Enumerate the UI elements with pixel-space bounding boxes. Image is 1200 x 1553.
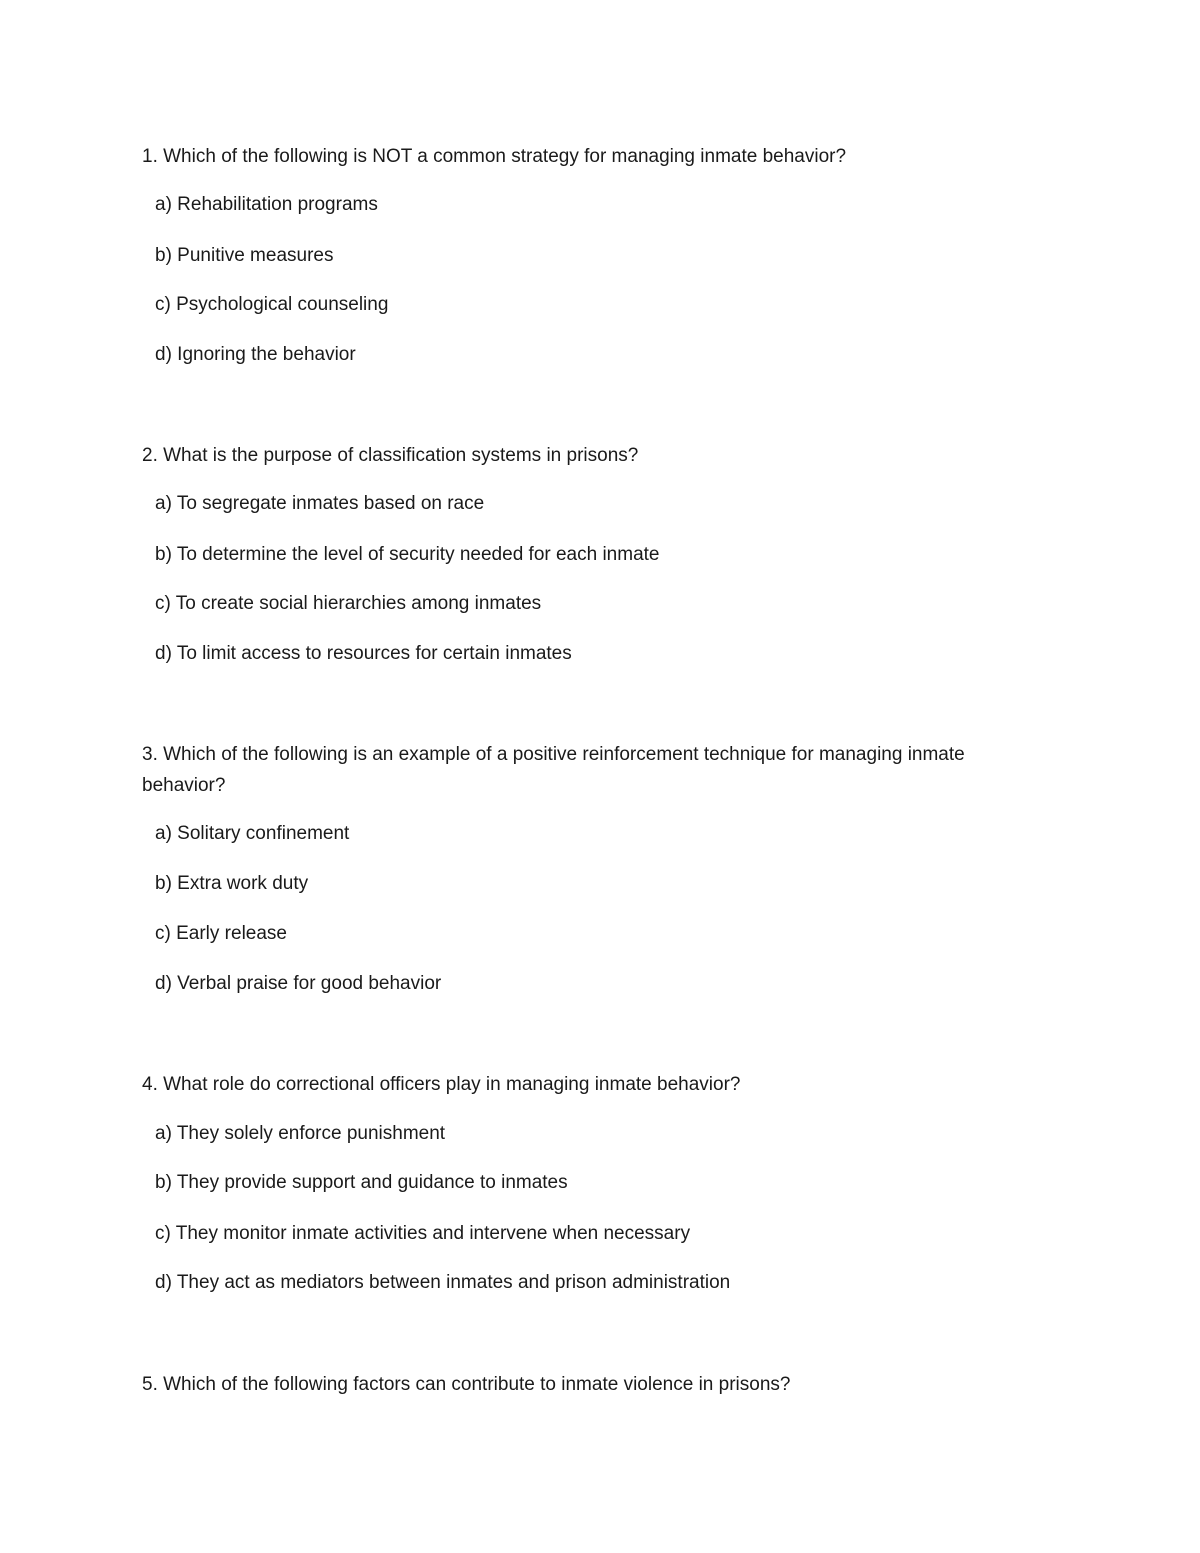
option-2b: b) To determine the level of security needed for each inmate bbox=[155, 544, 660, 565]
option-2c: c) To create social hierarchies among inmates bbox=[155, 593, 542, 614]
option-1c: c) Psychological counseling bbox=[155, 294, 389, 315]
option-4d: d) They act as mediators between inmates and prison administration bbox=[155, 1272, 731, 1293]
question-text-3: 3. Which of the following is an example of a positive reinforcement technique for managing inmate behavior? bbox=[142, 744, 965, 796]
option-2d: d) To limit access to resources for certain inmates bbox=[155, 643, 572, 664]
question-block-4 bbox=[142, 1069, 1042, 1293]
question-block-5 bbox=[142, 1369, 1042, 1400]
question-block-1 bbox=[142, 141, 1042, 365]
question-block-3 bbox=[142, 739, 1042, 994]
option-2a: a) To segregate inmates based on race bbox=[155, 493, 485, 514]
question-text-2: 2. What is the purpose of classification systems in prisons? bbox=[142, 445, 639, 466]
question-text-1: 1. Which of the following is NOT a common strategy for managing inmate behavior? bbox=[142, 146, 847, 167]
question-text-4: 4. What role do correctional officers play in managing inmate behavior? bbox=[142, 1074, 741, 1095]
option-3b: b) Extra work duty bbox=[155, 873, 309, 894]
option-4c: c) They monitor inmate activities and intervene when necessary bbox=[155, 1223, 691, 1244]
option-3a: a) Solitary confinement bbox=[155, 823, 350, 844]
question-block-2 bbox=[142, 440, 1042, 664]
option-3d: d) Verbal praise for good behavior bbox=[155, 973, 442, 994]
option-4b: b) They provide support and guidance to inmates bbox=[155, 1172, 568, 1193]
option-1b: b) Punitive measures bbox=[155, 245, 334, 266]
option-4a: a) They solely enforce punishment bbox=[155, 1123, 446, 1144]
question-text-5: 5. Which of the following factors can contribute to inmate violence in prisons? bbox=[142, 1374, 791, 1395]
option-1d: d) Ignoring the behavior bbox=[155, 344, 356, 365]
option-3c: c) Early release bbox=[155, 923, 287, 944]
option-1a: a) Rehabilitation programs bbox=[155, 194, 378, 215]
